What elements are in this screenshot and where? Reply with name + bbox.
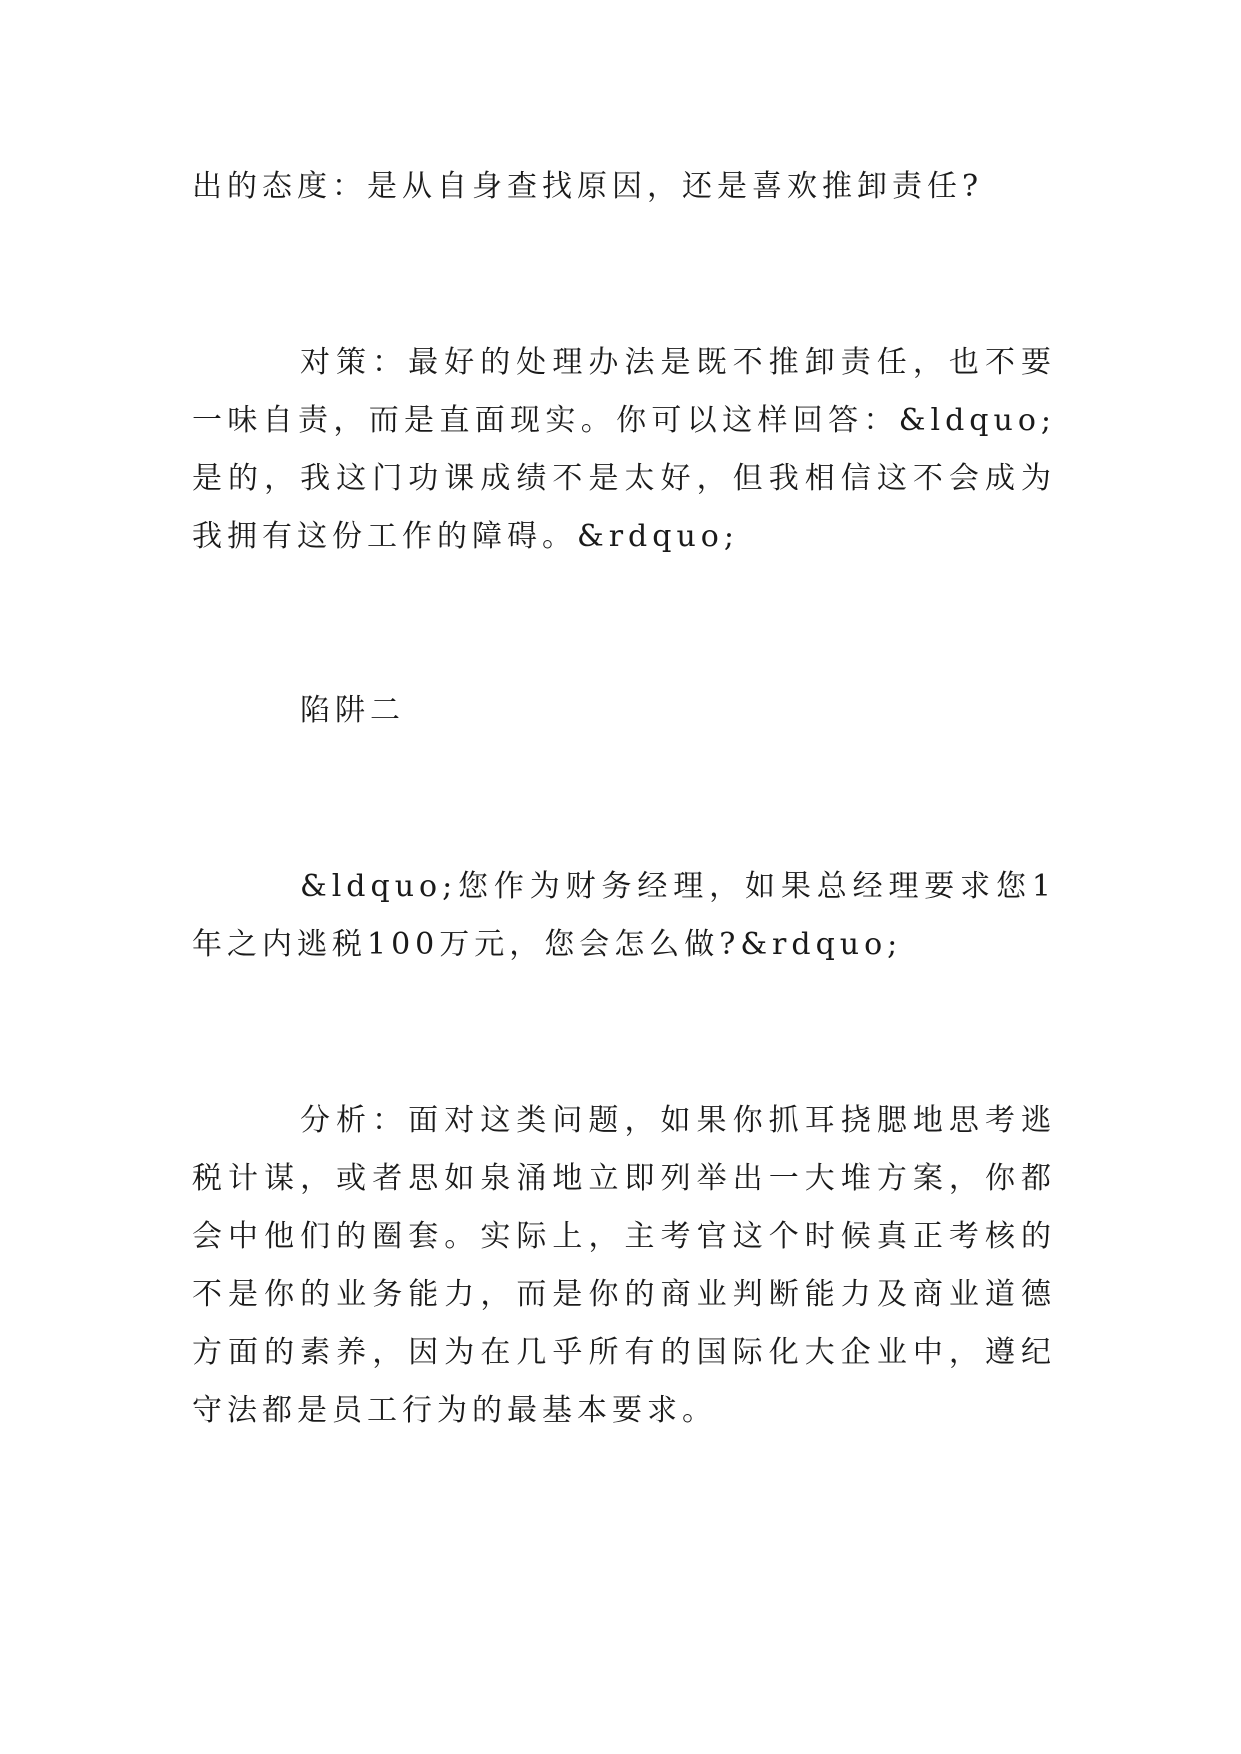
paragraph-question: &ldquo;您作为财务经理，如果总经理要求您1年之内逃税100万元，您会怎么做?&rdquo;	[192, 869, 1056, 962]
paragraph-countermeasure: 对策：最好的处理办法是既不推卸责任，也不要一味自责，而是直面现实。你可以这样回答：&ldquo;是的，我这门功课成绩不是太好，但我相信这不会成为我拥有这份工作的障碍。&rdquo;	[192, 345, 1056, 554]
paragraph-continuation: 出的态度：是从自身查找原因，还是喜欢推卸责任?	[192, 169, 984, 204]
heading-trap-two: 陷阱二	[300, 693, 405, 728]
paragraph-analysis: 分析：面对这类问题，如果你抓耳挠腮地思考逃税计谋，或者思如泉涌地立即列举出一大堆方案，你都会中他们的圈套。实际上，主考官这个时候真正考核的不是你的业务能力，而是你的商业判断能力及商业道德方面的素养，因为在几乎所有的国际化大企业中，遵纪守法都是员工行为的最基本要求。	[192, 1103, 1056, 1428]
